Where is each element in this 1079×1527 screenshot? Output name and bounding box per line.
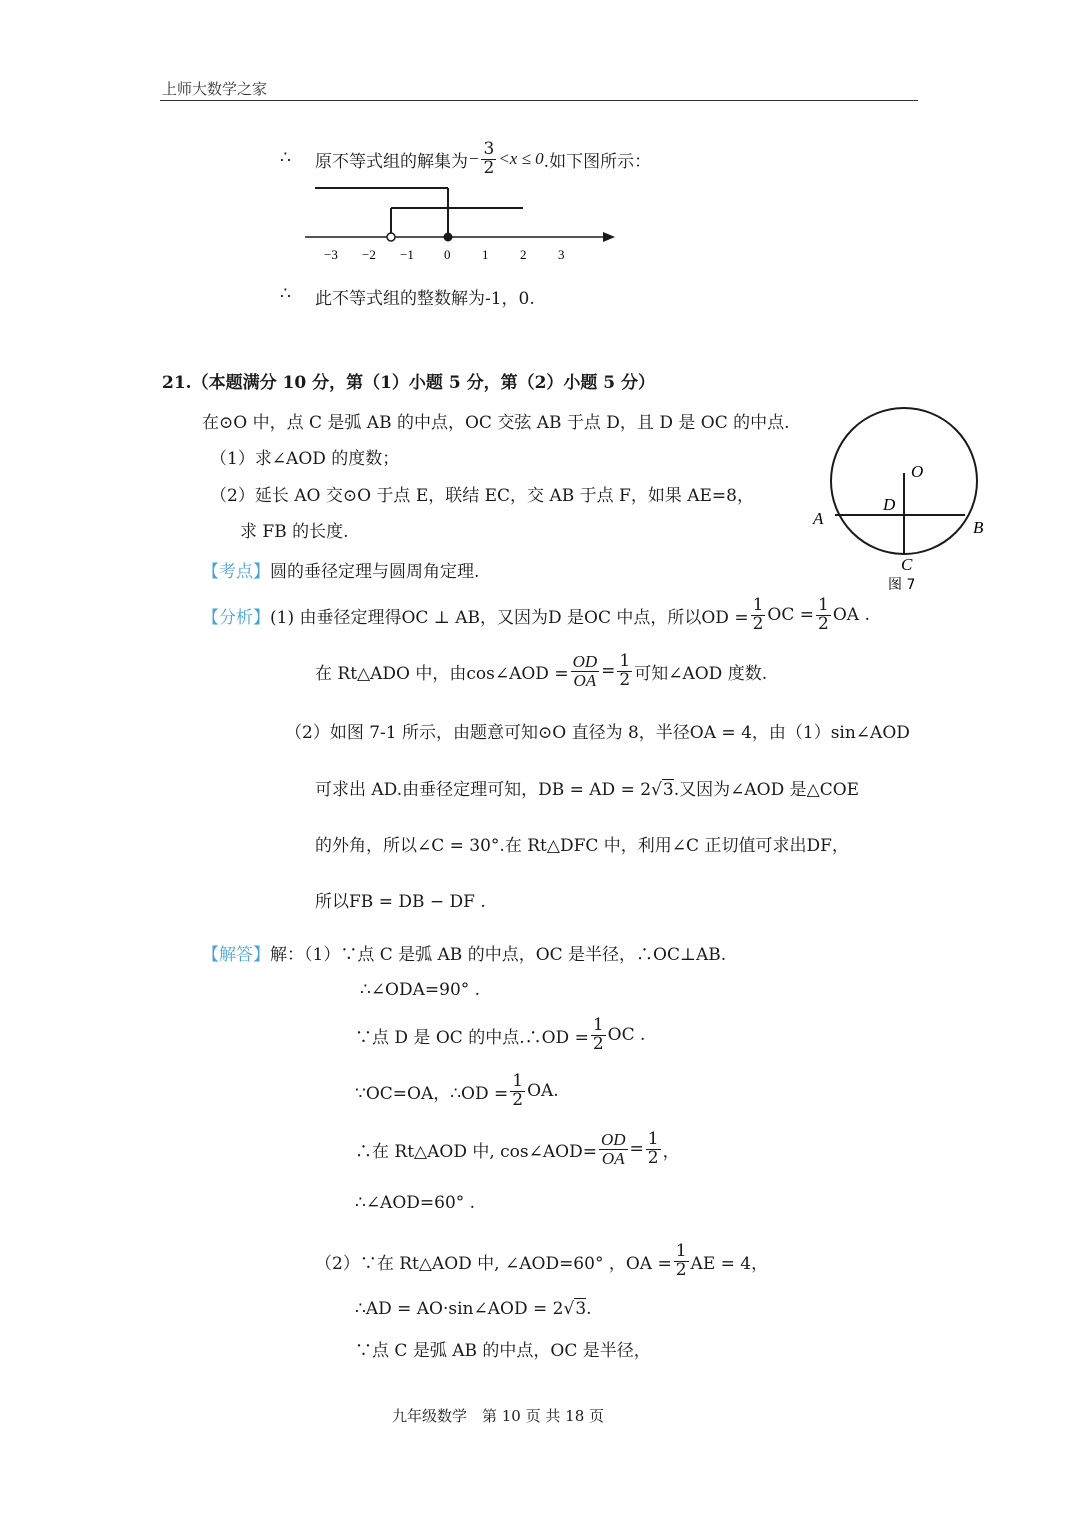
tick-label: −3 xyxy=(324,247,338,262)
closed-point xyxy=(444,233,453,242)
label-a: A xyxy=(813,509,824,528)
question-heading: 21.（本题满分 10 分，第（1）小题 5 分，第（2）小题 5 分） xyxy=(162,373,656,393)
solution-line-3: ∵点 D 是 OC 的中点.∴OD = $\frac{1}{2}$ OC . xyxy=(355,1014,646,1054)
part-1-prompt: （1）求∠AOD 的度数； xyxy=(210,449,400,469)
kaodian-tag: 【考点】 xyxy=(202,562,270,582)
tick-label: 0 xyxy=(444,247,451,262)
integer-solutions: 此不等式组的整数解为-1，0. xyxy=(315,289,535,309)
open-point xyxy=(387,233,395,241)
therefore-symbol-2: ∴ xyxy=(280,284,291,304)
therefore-symbol: ∴ xyxy=(280,148,291,168)
tick-label: −2 xyxy=(362,247,376,262)
analysis-line-3: （2）如图 7-1 所示，由题意可知⊙O 直径为 8，半径OA = 4，由（1）sin∠AOD xyxy=(285,723,910,743)
kaodian-line: 【考点】圆的垂径定理与圆周角定理. xyxy=(202,562,480,582)
number-line-figure xyxy=(300,180,630,270)
solution-line-7: （2）∵在 Rt△AOD 中, ∠AOD=60° ，OA = $\frac{1}{2}$ AE = 4， xyxy=(315,1240,769,1280)
analysis-line-6: 所以FB = DB − DF . xyxy=(315,892,486,912)
solution-line-2: ∴∠ODA=90° . xyxy=(360,980,481,1000)
question-stem: 在⊙O 中，点 C 是弧 AB 的中点，OC 交弦 AB 于点 D，且 D 是 OC 的中点. xyxy=(202,413,790,433)
jieda-tag: 【解答】 xyxy=(202,945,270,965)
solution-line-9: ∵点 C 是弧 AB 的中点，OC 是半径， xyxy=(355,1341,651,1361)
page-footer: 九年级数学 第 10 页 共 18 页 xyxy=(392,1407,605,1425)
tick-label: 3 xyxy=(558,247,565,262)
analysis-line-5: 的外角，所以∠C = 30°.在 Rt△DFC 中，利用∠C 正切值可求出DF， xyxy=(315,836,849,856)
tick-label: 2 xyxy=(520,247,527,262)
analysis-line-2: 在 Rt△ADO 中，由cos∠AOD = $\frac{OD}{OA}$ = $\frac{1}{2}$ 可知∠AOD 度数. xyxy=(315,650,768,690)
solution-line-4: ∵OC=OA，∴OD = $\frac{1}{2}$ OA. xyxy=(355,1070,559,1110)
tick-label: 1 xyxy=(482,247,489,262)
solution-set-line: 原不等式组的解集为 − $\frac{3}{2}$ <x ≤ 0 .如下图所示： xyxy=(315,138,652,178)
label-o: O xyxy=(911,462,924,481)
part-2-prompt: （2）延长 AO 交⊙O 于点 E，联结 EC，交 AB 于点 F，如果 AE=8， xyxy=(210,486,754,506)
label-b: B xyxy=(973,518,984,537)
figure-caption: 图 7 xyxy=(888,577,916,593)
fraction-3-2: $\frac{3}{2}$ xyxy=(483,138,495,178)
page-header: 上师大数学之家 xyxy=(162,80,268,98)
solution-line-8: ∴AD = AO·sin∠AOD = 2√3. xyxy=(355,1299,592,1319)
solution-line-1: 【解答】解：（1）∵点 C 是弧 AB 的中点，OC 是半径，∴OC⊥AB. xyxy=(202,945,727,965)
solution-line-6: ∴∠AOD=60° . xyxy=(355,1193,476,1213)
label-d: D xyxy=(883,495,896,514)
tick-label: −1 xyxy=(400,247,414,262)
header-rule xyxy=(160,100,918,101)
fenxi-tag: 【分析】 xyxy=(202,607,270,628)
axis-arrow-icon xyxy=(603,232,615,242)
circle-figure xyxy=(805,400,1005,600)
part-2-prompt-cont: 求 FB 的长度. xyxy=(240,522,349,542)
label-c: C xyxy=(901,555,913,574)
analysis-line-1: 【分析】 (1) 由垂径定理得OC ⊥ AB，又因为D 是OC 中点，所以OD = $\frac{1}{2}$ OC = $\frac{1}{2}$ OA . xyxy=(202,594,870,634)
analysis-line-4: 可求出 AD.由垂径定理可知，DB = AD = 2√3.又因为∠AOD 是△COE xyxy=(315,780,860,800)
solution-line-5: ∴在 Rt△AOD 中, cos∠AOD= $\frac{OD}{OA}$ = $\frac{1}{2}$ ， xyxy=(355,1128,680,1168)
